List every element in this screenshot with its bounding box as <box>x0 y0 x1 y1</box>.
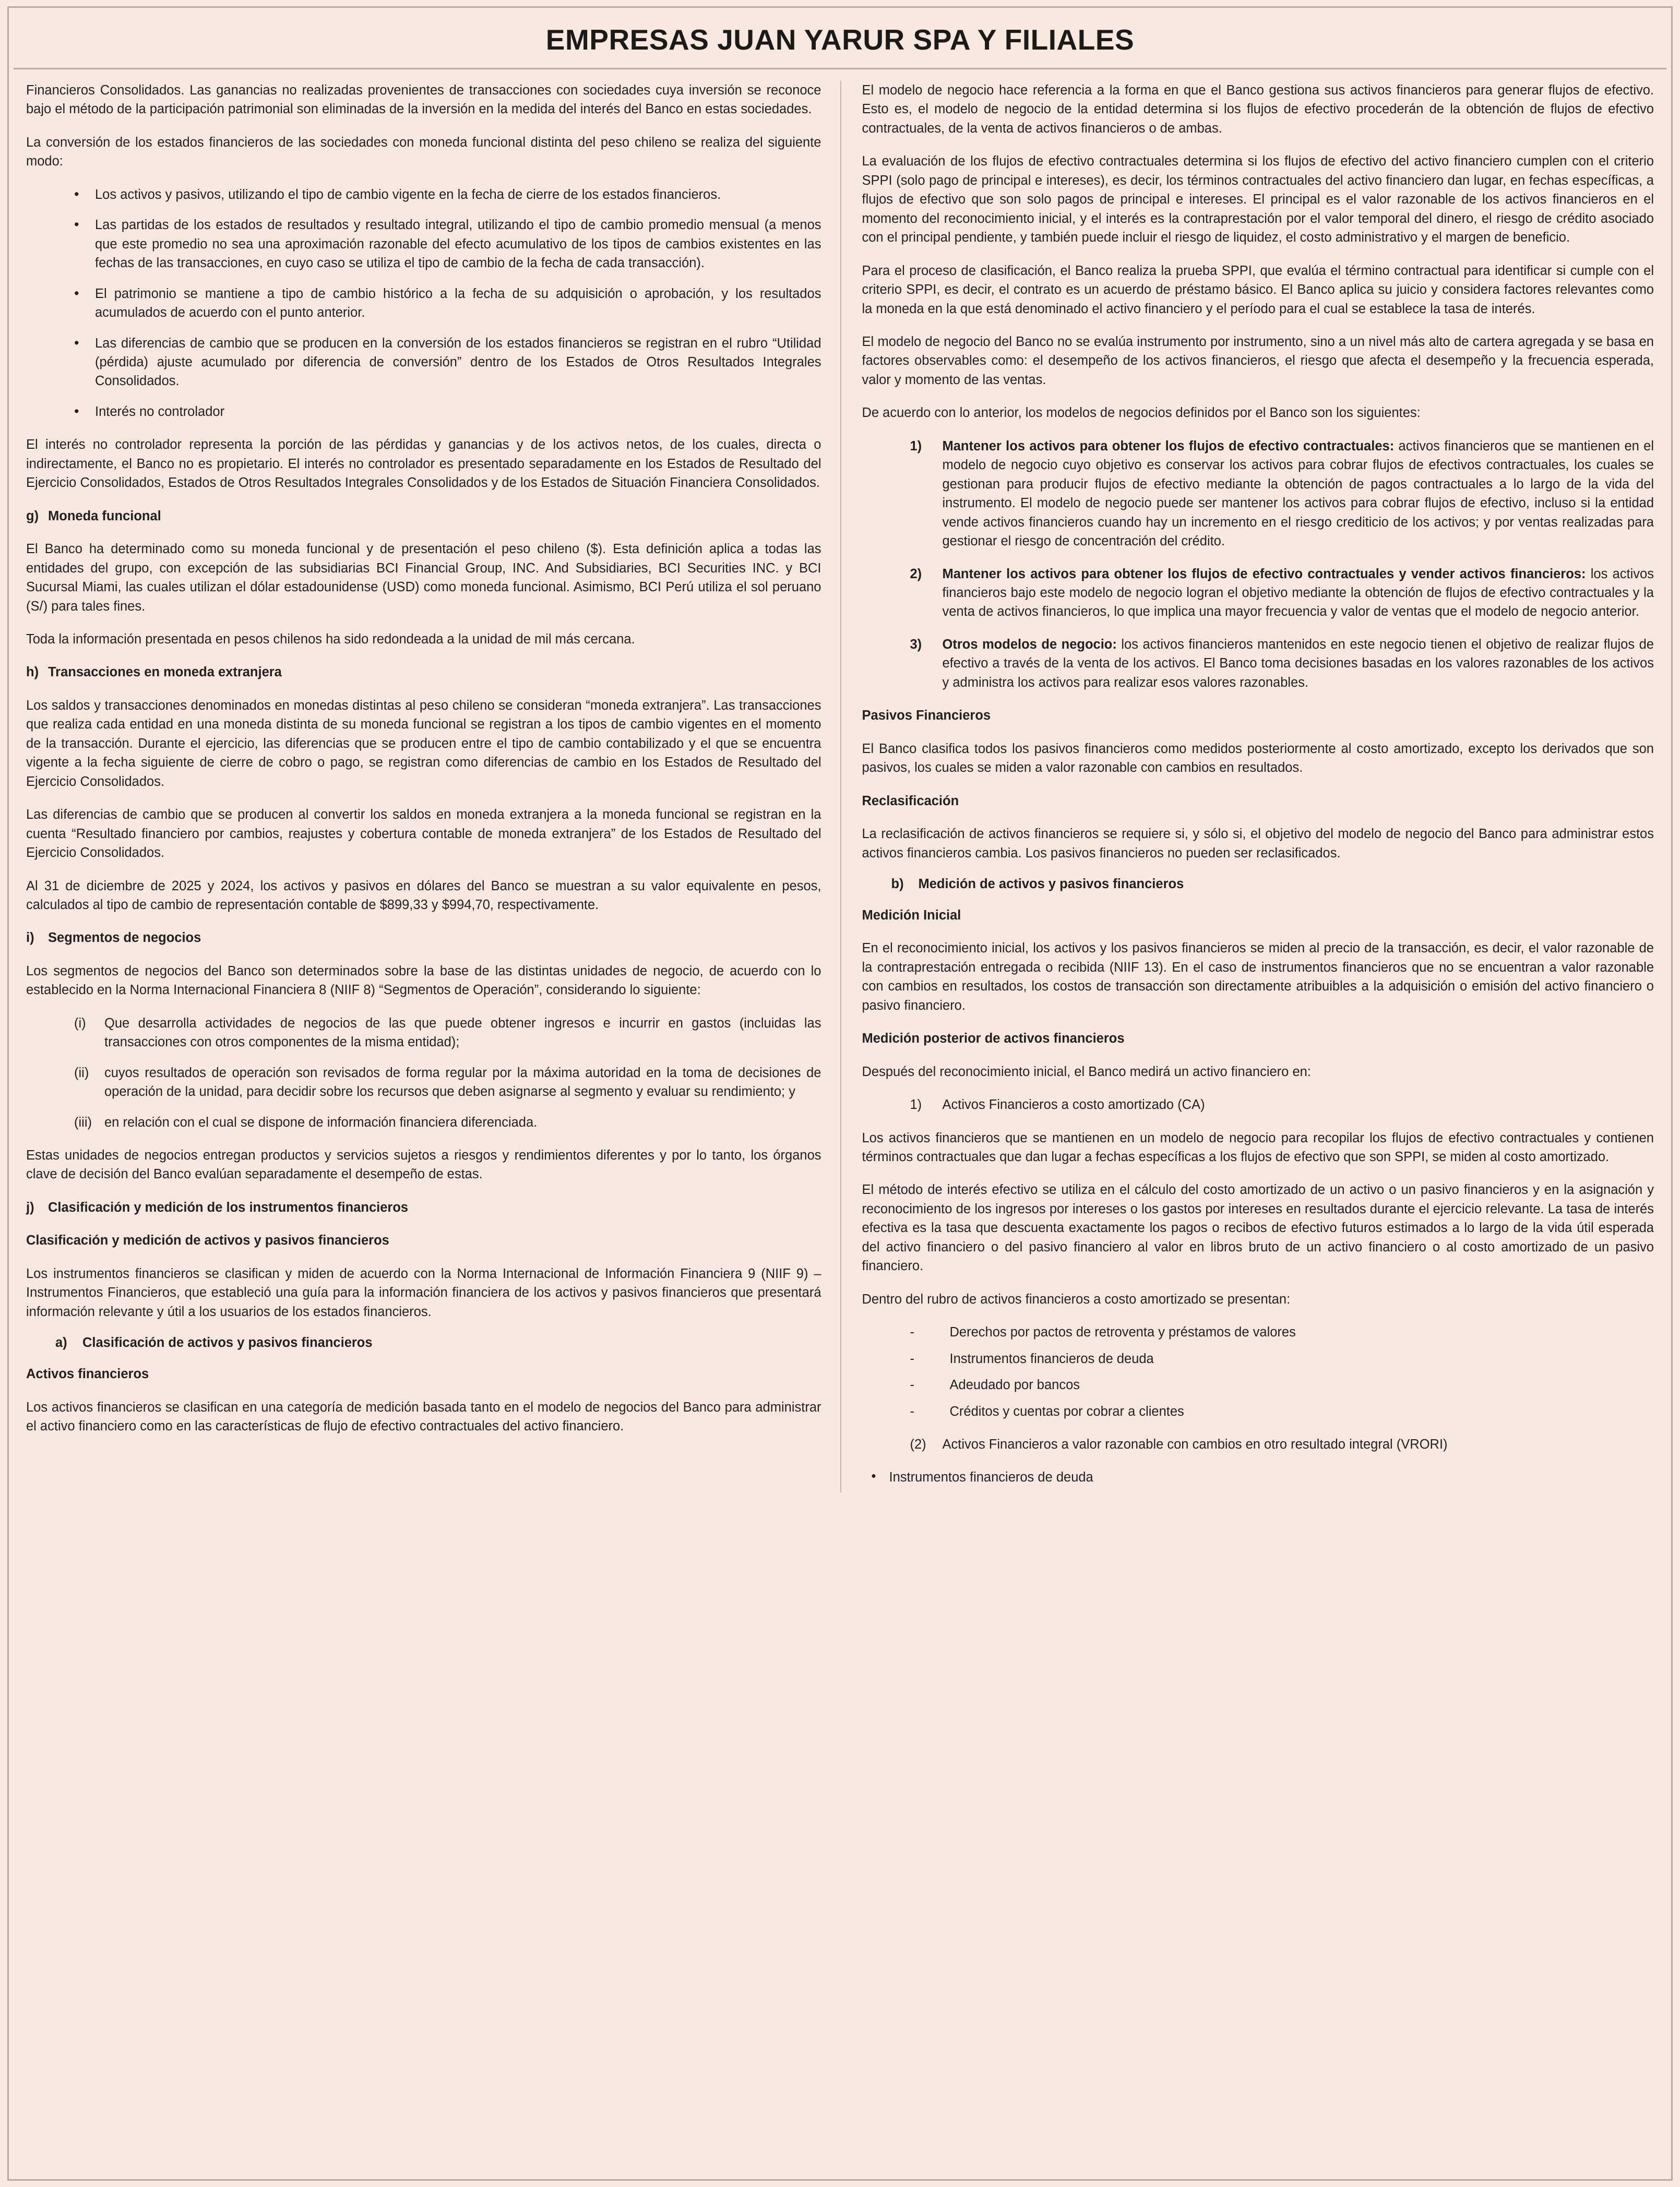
heading-h-text: Transacciones en moneda extranjera <box>48 665 282 680</box>
list-item-lead: Otros modelos de negocio: <box>942 637 1117 652</box>
heading-i-letter: i) <box>26 930 34 946</box>
heading-b-letter: b) <box>891 876 904 891</box>
list-item-text: Activos Financieros a valor razonable con cambios en otro resultado integral (VRORI) <box>942 1437 1448 1452</box>
list-item-lead: Mantener los activos para obtener los flujos de efectivo contractuales: <box>942 438 1395 453</box>
paragraph: Dentro del rubro de activos financieros a costo amortizado se presentan: <box>862 1292 1291 1307</box>
conversion-bullet-list <box>26 185 821 422</box>
list-marker: 1) <box>910 438 922 453</box>
subheading-subsequent-measurement: Medición posterior de activos financieros <box>862 1031 1125 1046</box>
list-item-lead: Mantener los activos para obtener los flujos de efectivo contractuales y vender activos financieros: <box>942 566 1586 581</box>
list-marker: (2) <box>910 1437 926 1452</box>
list-item <box>74 1113 821 1132</box>
paragraph: De acuerdo con lo anterior, los modelos de negocios definidos por el Banco son los siguientes: <box>862 405 1421 421</box>
list-marker: (iii) <box>74 1115 92 1130</box>
list-item: • Las partidas de los estados de resultados y resultado integral, utilizando el tipo de cambio promedio mensual (a menos que este promedio no sea una aproximación razonable del efecto acumulativo de los tipos de cambios existentes en las fechas de las transacciones, en cuyo caso se utiliza el tipo de cambio de la fecha de cada transacción). <box>74 216 821 272</box>
list-item-text: activos financieros que se mantienen en el modelo de negocio cuyo objetivo es conservar los activos para cobrar flujos de efectivos contractuales, los cuales se gestionan para producir flujos de efectivo mediante la obtención de pagos contractuales a lo largo de la vida del instrumento. El modelo de negocio puede ser mantener los activos para cobrar flujos de efectivo, incluso si la entidad vende activos financieros cuando hay un incremento en el riesgo crediticio de los activos; y por ventas realizadas para gestionar el riesgo de concentración del crédito. <box>942 438 1654 549</box>
heading-b <box>862 877 1654 892</box>
heading-a-text: Clasificación de activos y pasivos financieros <box>82 1335 373 1351</box>
heading-g-letter: g) <box>26 508 39 523</box>
list-item: • Las diferencias de cambio que se producen en la conversión de los estados financieros se registran en el rubro “Utilidad (pérdida) ajuste acumulado por diferencia de conversión” dentro de los Estados de Otros Resultados Integrales Consolidados. <box>74 334 821 391</box>
subheading-initial-measurement: Medición Inicial <box>862 907 961 923</box>
page-title: EMPRESAS JUAN YARUR SPA Y FILIALES <box>545 23 1135 56</box>
list-item-text: en relación con el cual se dispone de información financiera diferenciada. <box>104 1115 538 1130</box>
paragraph: En el reconocimiento inicial, los activos y los pasivos financieros se miden al precio de la transacción, es decir, el valor razonable de la contraprestación entregada o recibida (NIIF 13). En el caso de instrumentos financieros que no se encuentran a valor razonable con cambios en resultados, los costos de transacción son directamente atribuibles a la adquisición o emisión del activo financiero o pasivo financiero. <box>862 941 1654 1013</box>
subheading-financial-liabilities: Pasivos Financieros <box>862 708 991 723</box>
list-item-text: los activos financieros mantenidos en este negocio tienen el objetivo de realizar flujos de efectivo a través de la venta de los activos. El Banco toma decisiones basadas en los valores razonables de los activos y administra los activos para realizar esos valores razonables. <box>942 637 1654 690</box>
paragraph: El modelo de negocio hace referencia a la forma en que el Banco gestiona sus activos financieros para generar flujos de efectivo. Esto es, el modelo de negocio de la entidad determina si los flujos de efectivo procederán de la obtención de flujos de efectivo contractuales, de la venta de activos financieros o de ambas. <box>862 83 1654 136</box>
subheading-reclassification: Reclasificación <box>862 793 959 808</box>
list-item <box>74 1014 821 1052</box>
list-item: - Instrumentos financieros de deuda <box>910 1349 1654 1368</box>
list-item: • Interés no controlador <box>74 402 821 421</box>
left-column <box>14 81 840 1492</box>
list-item <box>910 565 1654 622</box>
paragraph: La conversión de los estados financieros de las sociedades con moneda funcional distinta del peso chileno se realiza del siguiente modo: <box>26 135 821 169</box>
vrori-item: • Instrumentos financieros de deuda <box>862 1468 1654 1487</box>
right-column <box>840 81 1667 1492</box>
list-item: • Los activos y pasivos, utilizando el tipo de cambio vigente en la fecha de cierre de los estados financieros. <box>74 185 821 204</box>
paragraph: El método de interés efectivo se utiliza en el cálculo del costo amortizado de un activo o un pasivo financieros y en la asignación y reconocimiento de los ingresos por intereses o los gastos por intereses en resultados durante el ejercicio relevante. La tasa de interés efectiva es la tasa que descuenta exactamente los pagos o recibos de efectivo futuros estimados a lo largo de la vida útil esperada del activo financiero o del pasivo financiero al valor en libros bruto de un activo financiero o al costo amortizado de un pasivo financiero. <box>862 1182 1654 1274</box>
list-marker: (i) <box>74 1015 86 1031</box>
list-item-text: Que desarrolla actividades de negocios de las que puede obtener ingresos e incurrir en gastos (incluidas las transacciones con otros componentes de la misma entidad); <box>104 1015 821 1050</box>
paragraph: El interés no controlador representa la porción de las pérdidas y ganancias y de los activos netos, de los cuales, directa o indirectamente, el Banco no es propietario. El interés no controlador es presentado separadamente en los Estados de Resultado del Ejercicio Consolidados, Estados de Otros Resultados Integrales Consolidados y de los Estados de Situación Financiera Consolidados. <box>26 437 821 491</box>
business-models-list <box>862 437 1654 692</box>
paragraph: Los activos financieros se clasifican en una categoría de medición basada tanto en el modelo de negocios del Banco para administrar el activo financiero como en las características de flujo de efectivo contractuales del activo financiero. <box>26 1400 821 1434</box>
heading-j-text: Clasificación y medición de los instrumentos financieros <box>48 1200 409 1215</box>
heading-a <box>26 1335 821 1351</box>
list-item <box>910 437 1654 551</box>
segment-criteria-list <box>26 1014 821 1132</box>
heading-j-letter: j) <box>26 1200 34 1215</box>
paragraph: Los segmentos de negocios del Banco son determinados sobre la base de las distintas unidades de negocio, de acuerdo con lo establecido en la Norma Internacional Financiera 8 (NIIF 8) “Segmentos de Operación”, considerando lo siguiente: <box>26 963 821 998</box>
heading-i-text: Segmentos de negocios <box>48 930 201 946</box>
paragraph: Los activos financieros que se mantienen en un modelo de negocio para recopilar los flujos de efectivo contractuales y contienen términos contractuales que dan lugar a fechas específicas a los flujos de efectivo que son SPPI, se miden al costo amortizado. <box>862 1130 1654 1165</box>
heading-g-text: Moneda funcional <box>48 508 161 523</box>
measurement-option-1 <box>862 1095 1654 1114</box>
list-item <box>910 635 1654 692</box>
paragraph: El Banco ha determinado como su moneda funcional y de presentación el peso chileno ($). Esta definición aplica a todas las entidades del grupo, con excepción de las subsidiarias BCI Financial Group, INC. And Subsidiaries, BCI Securities INC. y BCI Sucursal Miami, las cuales utilizan el dólar estadounidense (USD) como moneda funcional. Asimismo, BCI Perú utiliza el sol peruano (S/) para tales fines. <box>26 542 821 614</box>
list-item <box>74 1063 821 1102</box>
list-item: • El patrimonio se mantiene a tipo de cambio histórico a la fecha de su adquisición o aprobación, y los resultados acumulados de acuerdo con el punto anterior. <box>74 284 821 322</box>
list-marker: (ii) <box>74 1065 89 1080</box>
paragraph: Toda la información presentada en pesos chilenos ha sido redondeada a la unidad de mil más cercana. <box>26 631 635 647</box>
heading-b-text: Medición de activos y pasivos financieros <box>918 876 1184 891</box>
heading-h <box>26 663 821 682</box>
list-marker: 2) <box>910 566 922 581</box>
list-marker: 1) <box>910 1097 922 1113</box>
measurement-option-2 <box>862 1435 1654 1454</box>
heading-a-letter: a) <box>55 1335 67 1351</box>
heading-h-letter: h) <box>26 665 39 680</box>
heading-g <box>26 507 821 525</box>
subheading-financial-assets: Activos financieros <box>26 1367 149 1382</box>
list-item: - Derechos por pactos de retroventa y préstamos de valores <box>910 1323 1654 1342</box>
paragraph: Los instrumentos financieros se clasifican y miden de acuerdo con la Norma Internacional de Información Financiera 9 (NIIF 9) – Instrumentos Financieros, que estableció una guía para la información financiera de los activos y pasivos financieros que presentará información relevante y útil a los usuarios de los estados financieros. <box>26 1266 821 1319</box>
paragraph: La evaluación de los flujos de efectivo contractuales determina si los flujos de efectivo del activo financiero cumplen con el criterio SPPI (solo pago de principal e intereses), es decir, los términos contractuales del activo financiero dan lugar, en fechas específicas, a flujos de efectivo que son solo pagos de principal e intereses. El principal es el valor razonable de los activos financieros en el momento del reconocimiento inicial, y el interés es la contraprestación por el valor temporal del dinero, el riesgo de crédito asociado con el principal pendiente, y también puede incluir el riesgo de liquidez, el costo administrativo y el margen de beneficio. <box>862 154 1654 245</box>
paragraph: El Banco clasifica todos los pasivos financieros como medidos posteriormente al costo amortizado, excepto los derivados que son pasivos, los cuales se miden a valor razonable con cambios en resultados. <box>862 741 1654 775</box>
paragraph: Financieros Consolidados. Las ganancias no realizadas provenientes de transacciones con sociedades cuya inversión se reconoce bajo el método de la participación patrimonial son eliminadas de la inversión en la medida del interés del Banco en estas sociedades. <box>26 83 821 117</box>
subheading-classification-measurement: Clasificación y medición de activos y pasivos financieros <box>26 1233 389 1248</box>
list-item-text: cuyos resultados de operación son revisados de forma regular por la máxima autoridad en la toma de decisiones de operación de la unidad, para decidir sobre los recursos que deben asignarse al segmento y evaluar su rendimiento; y <box>104 1065 821 1100</box>
list-item: - Adeudado por bancos <box>910 1376 1654 1394</box>
heading-j <box>26 1198 821 1217</box>
paragraph: Para el proceso de clasificación, el Banco realiza la prueba SPPI, que evalúa el término contractual para identificar si cumple con el criterio SPPI, es decir, el contrato es un acuerdo de préstamo básico. El Banco aplica su juicio y considera factores relevantes como la moneda en la que está denominado el activo financiero y el período para el cual se establece la tasa de interés. <box>862 263 1654 316</box>
paragraph: Los saldos y transacciones denominados en monedas distintas al peso chileno se consideran “moneda extranjera”. Las transacciones que realiza cada entidad en una moneda distinta de su moneda funcional se registran a los tipos de cambio vigentes en el momento de la transacción. Durante el ejercicio, las diferencias que se producen entre el tipo de cambio contabilizado y el que se encuentra vigente a la fecha siguiente de cierre de cobro o pago, se registran como diferencias de cambio en los Estados de Resultado del Ejercicio Consolidados. <box>26 698 821 789</box>
paragraph: El modelo de negocio del Banco no se evalúa instrumento por instrumento, sino a un nivel más alto de cartera agregada y se basa en factores observables como: el desempeño de los activos financieros, el riesgo que afecta el desempeño y la frecuencia esperada, valor y momento de las ventas. <box>862 334 1654 387</box>
amortized-cost-items-list <box>862 1323 1654 1421</box>
paragraph: Después del reconocimiento inicial, el Banco medirá un activo financiero en: <box>862 1064 1311 1079</box>
list-item-text: los activos financieros bajo este modelo de negocio logran el objetivo mediante la obtención de flujos de efectivo contractuales y la venta de activos financieros, lo que implica una mayor frecuencia y valor de ventas que el modelo de negocio anterior. <box>942 566 1654 619</box>
paragraph: Estas unidades de negocios entregan productos y servicios sujetos a riesgos y rendimientos diferentes y por lo tanto, los órganos clave de decisión del Banco evalúan separadamente el desempeño de estas. <box>26 1148 821 1182</box>
heading-i <box>26 928 821 947</box>
list-item: - Créditos y cuentas por cobrar a clientes <box>910 1402 1654 1421</box>
paragraph: Las diferencias de cambio que se producen al convertir los saldos en moneda extranjera a la moneda funcional se registran en la cuenta “Resultado financiero por cambios, reajustes y cobertura contable de moneda extranjera” de los Estados de Resultado del Ejercicio Consolidados. <box>26 807 821 861</box>
list-marker: 3) <box>910 637 922 652</box>
two-column-body <box>14 69 1666 1492</box>
paragraph: Al 31 de diciembre de 2025 y 2024, los activos y pasivos en dólares del Banco se muestran a su valor equivalente en pesos, calculados al tipo de cambio de representación contable de $899,33 y $994,70, respectivamente. <box>26 878 821 912</box>
paragraph: La reclasificación de activos financieros se requiere si, y sólo si, el objetivo del modelo de negocio del Banco para administrar estos activos financieros cambia. Los pasivos financieros no pueden ser reclasificados. <box>862 827 1654 861</box>
list-item-text: Activos Financieros a costo amortizado (CA) <box>942 1097 1205 1113</box>
